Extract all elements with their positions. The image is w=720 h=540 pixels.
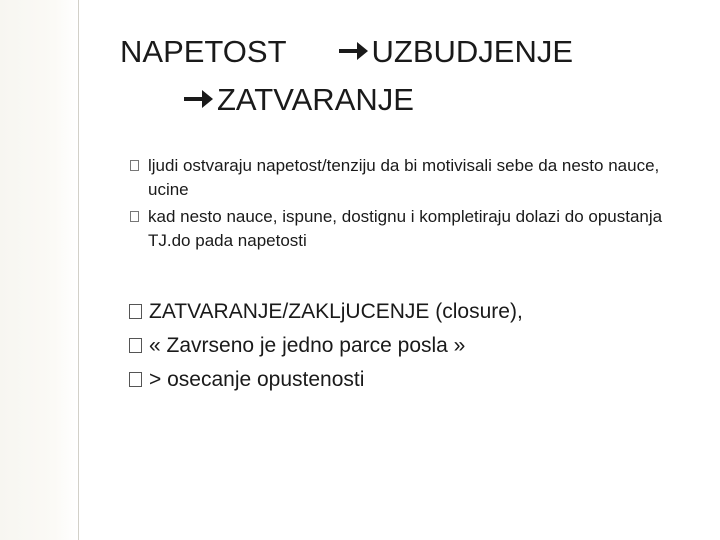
list-item (130, 205, 700, 253)
title-uzbudjenje: UZBUDJENJE (371, 34, 574, 69)
title-napetost: NAPETOST (120, 34, 287, 69)
square-bullet-icon (129, 372, 142, 387)
right-arrow-icon (182, 87, 215, 111)
slide-title (120, 28, 573, 124)
bullet-text: ljudi ostvaraju napetost/tenziju da bi motivisali sebe da nesto nauce, ucine (148, 156, 660, 199)
right-arrow-icon (337, 39, 370, 63)
title-zatvaranje: ZATVARANJE (217, 82, 414, 117)
list-item (129, 363, 709, 397)
list-item (129, 295, 709, 329)
bullet-text: ZATVARANJE/ZAKLjUCENJE (closure), (149, 300, 523, 323)
small-bullet-list (130, 154, 700, 256)
title-line-1 (120, 28, 573, 76)
large-bullet-list (129, 295, 709, 397)
square-bullet-icon (130, 160, 139, 171)
square-bullet-icon (130, 211, 139, 222)
list-item (129, 329, 709, 363)
square-bullet-icon (129, 338, 142, 353)
side-band (0, 0, 78, 540)
bullet-text: kad nesto nauce, ispune, dostignu i kompletiraju dolazi do opustanja TJ.do pada napetosti (148, 207, 663, 250)
list-item (130, 154, 700, 202)
bullet-text: > osecanje opustenosti (149, 368, 365, 391)
square-bullet-icon (129, 304, 142, 319)
side-divider (78, 0, 79, 540)
title-line-2 (120, 76, 573, 124)
bullet-text: « Zavrseno je jedno parce posla » (149, 334, 466, 357)
